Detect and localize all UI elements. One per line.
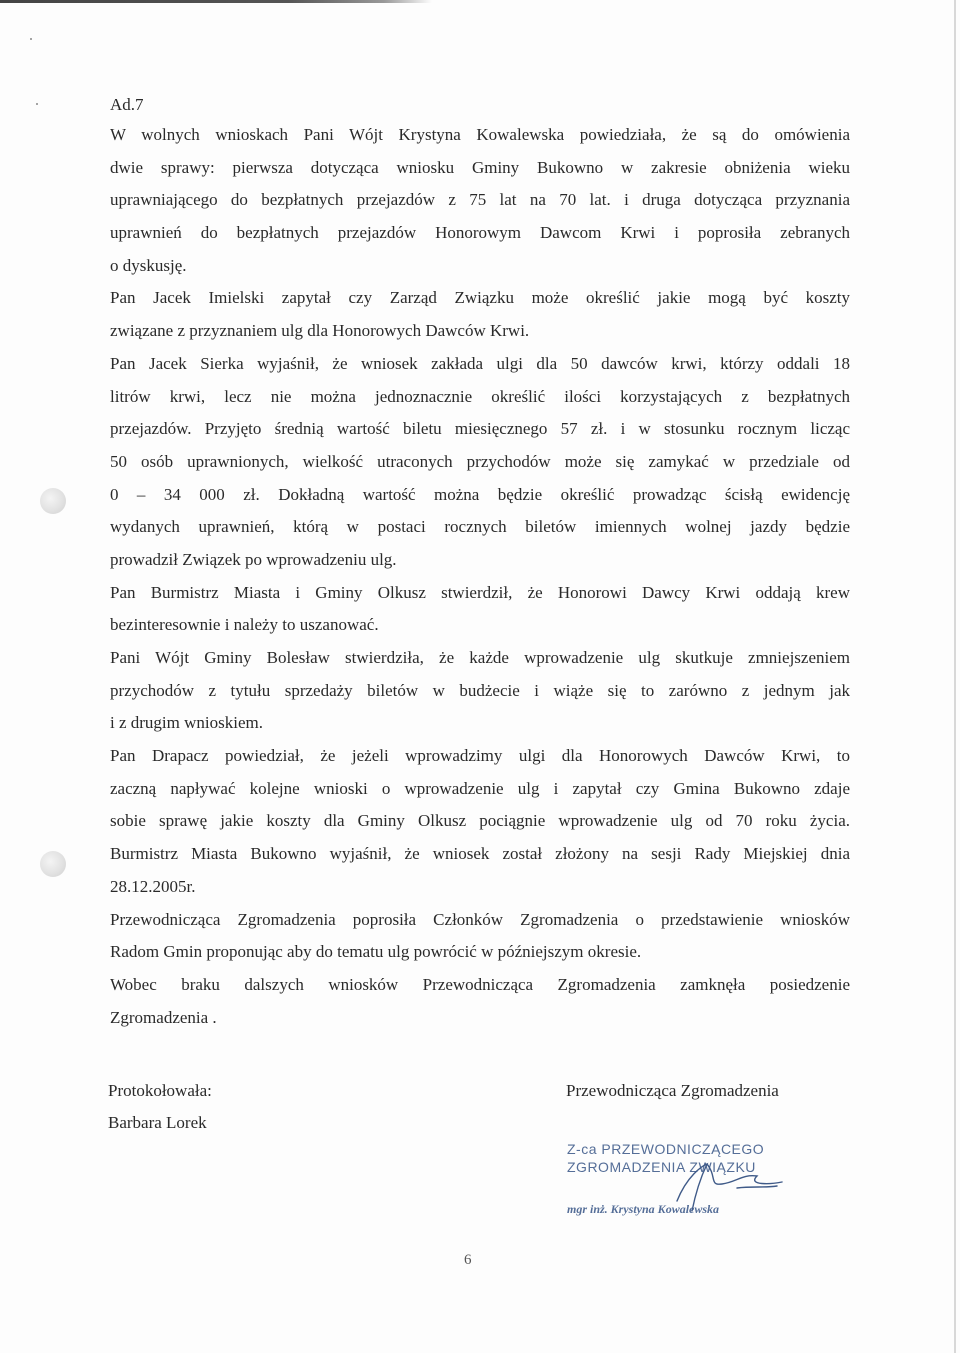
text-line: przejazdów. Przyjęto średnią wartość biletu miesięcznego 57 zł. i w stosunku rocznym licząc bbox=[110, 419, 850, 439]
punch-hole-upper bbox=[40, 488, 66, 514]
text-line: 0 – 34 000 zł. Dokładną wartość można będzie określić prowadząc ścisłą ewidencję bbox=[110, 484, 850, 504]
stamp-line-1: Z-ca PRZEWODNICZĄCEGO bbox=[567, 1141, 765, 1157]
chair-label: Przewodnicząca Zgromadzenia bbox=[566, 1081, 779, 1100]
official-stamp bbox=[567, 1140, 807, 1230]
punch-hole-lower bbox=[40, 851, 66, 877]
text-line: Przewodnicząca Zgromadzenia poprosiła Członków Zgromadzenia o przedstawienie wniosków bbox=[110, 909, 850, 929]
stamp-name: mgr inż. Krystyna Kowalewska bbox=[567, 1202, 720, 1216]
text-line: Radom Gmin proponując aby do tematu ulg powrócić w późniejszym okresie. bbox=[110, 942, 642, 962]
text-line: Pan Burmistrz Miasta i Gminy Olkusz stwierdził, że Honorowi Dawcy Krwi oddają krew bbox=[110, 582, 850, 602]
recorded-by-label: Protokołowała: bbox=[108, 1081, 212, 1100]
text-line: uprawniającego do bezpłatnych przejazdów z 75 lat na 70 lat. i druga dotycząca przyznania bbox=[110, 190, 850, 210]
text-line: W wolnych wnioskach Pani Wójt Krystyna Kowalewska powiedziała, że są do omówienia bbox=[110, 125, 850, 144]
text-line: Pan Jacek Imielski zapytał czy Zarząd Związku może określić jakie mogą być koszty bbox=[110, 288, 850, 308]
recorded-by-name: Barbara Lorek bbox=[108, 1113, 207, 1132]
section-heading: Ad.7 bbox=[110, 95, 144, 114]
recorder-block bbox=[108, 1075, 212, 1139]
text-line: bezinteresownie i należy to uszanować. bbox=[110, 615, 379, 635]
text-line: dwie sprawy: pierwsza dotycząca wniosku Gminy Bukowno w zakresie obniżenia wieku bbox=[110, 157, 850, 177]
stamp-line-2: ZGROMADZENIA ZWIĄZKU bbox=[567, 1159, 756, 1175]
handwritten-signature bbox=[647, 1156, 787, 1216]
scan-edge-top bbox=[0, 0, 960, 3]
text-line: Burmistrz Miasta Bukowno wyjaśnił, że wniosek został złożony na sesji Rady Miejskiej dnia bbox=[110, 844, 850, 864]
paragraph-lines bbox=[110, 119, 850, 1034]
chair-block bbox=[566, 1075, 779, 1107]
text-line: Pan Drapacz powiedział, że jeżeli wprowadzimy ulgi dla Honorowych Dawców Krwi, to bbox=[110, 746, 850, 766]
page-number: 6 bbox=[464, 1252, 472, 1268]
text-line: prowadził Związek po wprowadzeniu ulg. bbox=[110, 549, 397, 569]
document-body bbox=[110, 91, 850, 1034]
scan-speck bbox=[36, 103, 38, 105]
text-line: przychodów z tytułu sprzedaży biletów w budżecie i wiąże się to zarówno z jednym jak bbox=[110, 680, 850, 700]
text-line: o dyskusję. bbox=[110, 255, 187, 275]
text-line: Pani Wójt Gminy Bolesław stwierdziła, że każde wprowadzenie ulg skutkuje zmniejszeniem bbox=[110, 648, 850, 667]
text-line: i z drugim wnioskiem. bbox=[110, 713, 263, 733]
text-line: uprawnień do bezpłatnych przejazdów Honorowym Dawcom Krwi i poprosiła zebranych bbox=[110, 223, 850, 243]
text-line: wydanych uprawnień, którą w postaci rocznych biletów imiennych wolnej jazdy będzie bbox=[110, 517, 850, 537]
text-line: zaczną napływać kolejne wnioski o wprowadzenie ulg i zapytał czy Gmina Bukowno zdaje bbox=[110, 778, 850, 798]
text-line: litrów krwi, lecz nie można jednoznacznie określić ilości korzystających z bezpłatnych bbox=[110, 386, 850, 406]
text-line: związane z przyznaniem ulg dla Honorowych Dawców Krwi. bbox=[110, 321, 530, 341]
scan-edge-right bbox=[954, 0, 956, 1353]
text-line: 28.12.2005r. bbox=[110, 876, 196, 896]
text-line: Pan Jacek Sierka wyjaśnił, że wniosek zakłada ulgi dla 50 dawców krwi, którzy oddali 18 bbox=[110, 353, 850, 373]
text-line: Zgromadzenia . bbox=[110, 1007, 217, 1027]
text-line: 50 osób uprawnionych, wielkość utraconych przychodów może się zamykać w przedziale od bbox=[110, 451, 850, 471]
text-line: Wobec braku dalszych wniosków Przewodnicząca Zgromadzenia zamknęła posiedzenie bbox=[110, 974, 850, 994]
scan-speck bbox=[30, 38, 32, 40]
text-line: sobie sprawę jakie koszty dla Gminy Olkusz pociągnie wprowadzenie ulg od 70 roku życia. bbox=[110, 811, 850, 831]
